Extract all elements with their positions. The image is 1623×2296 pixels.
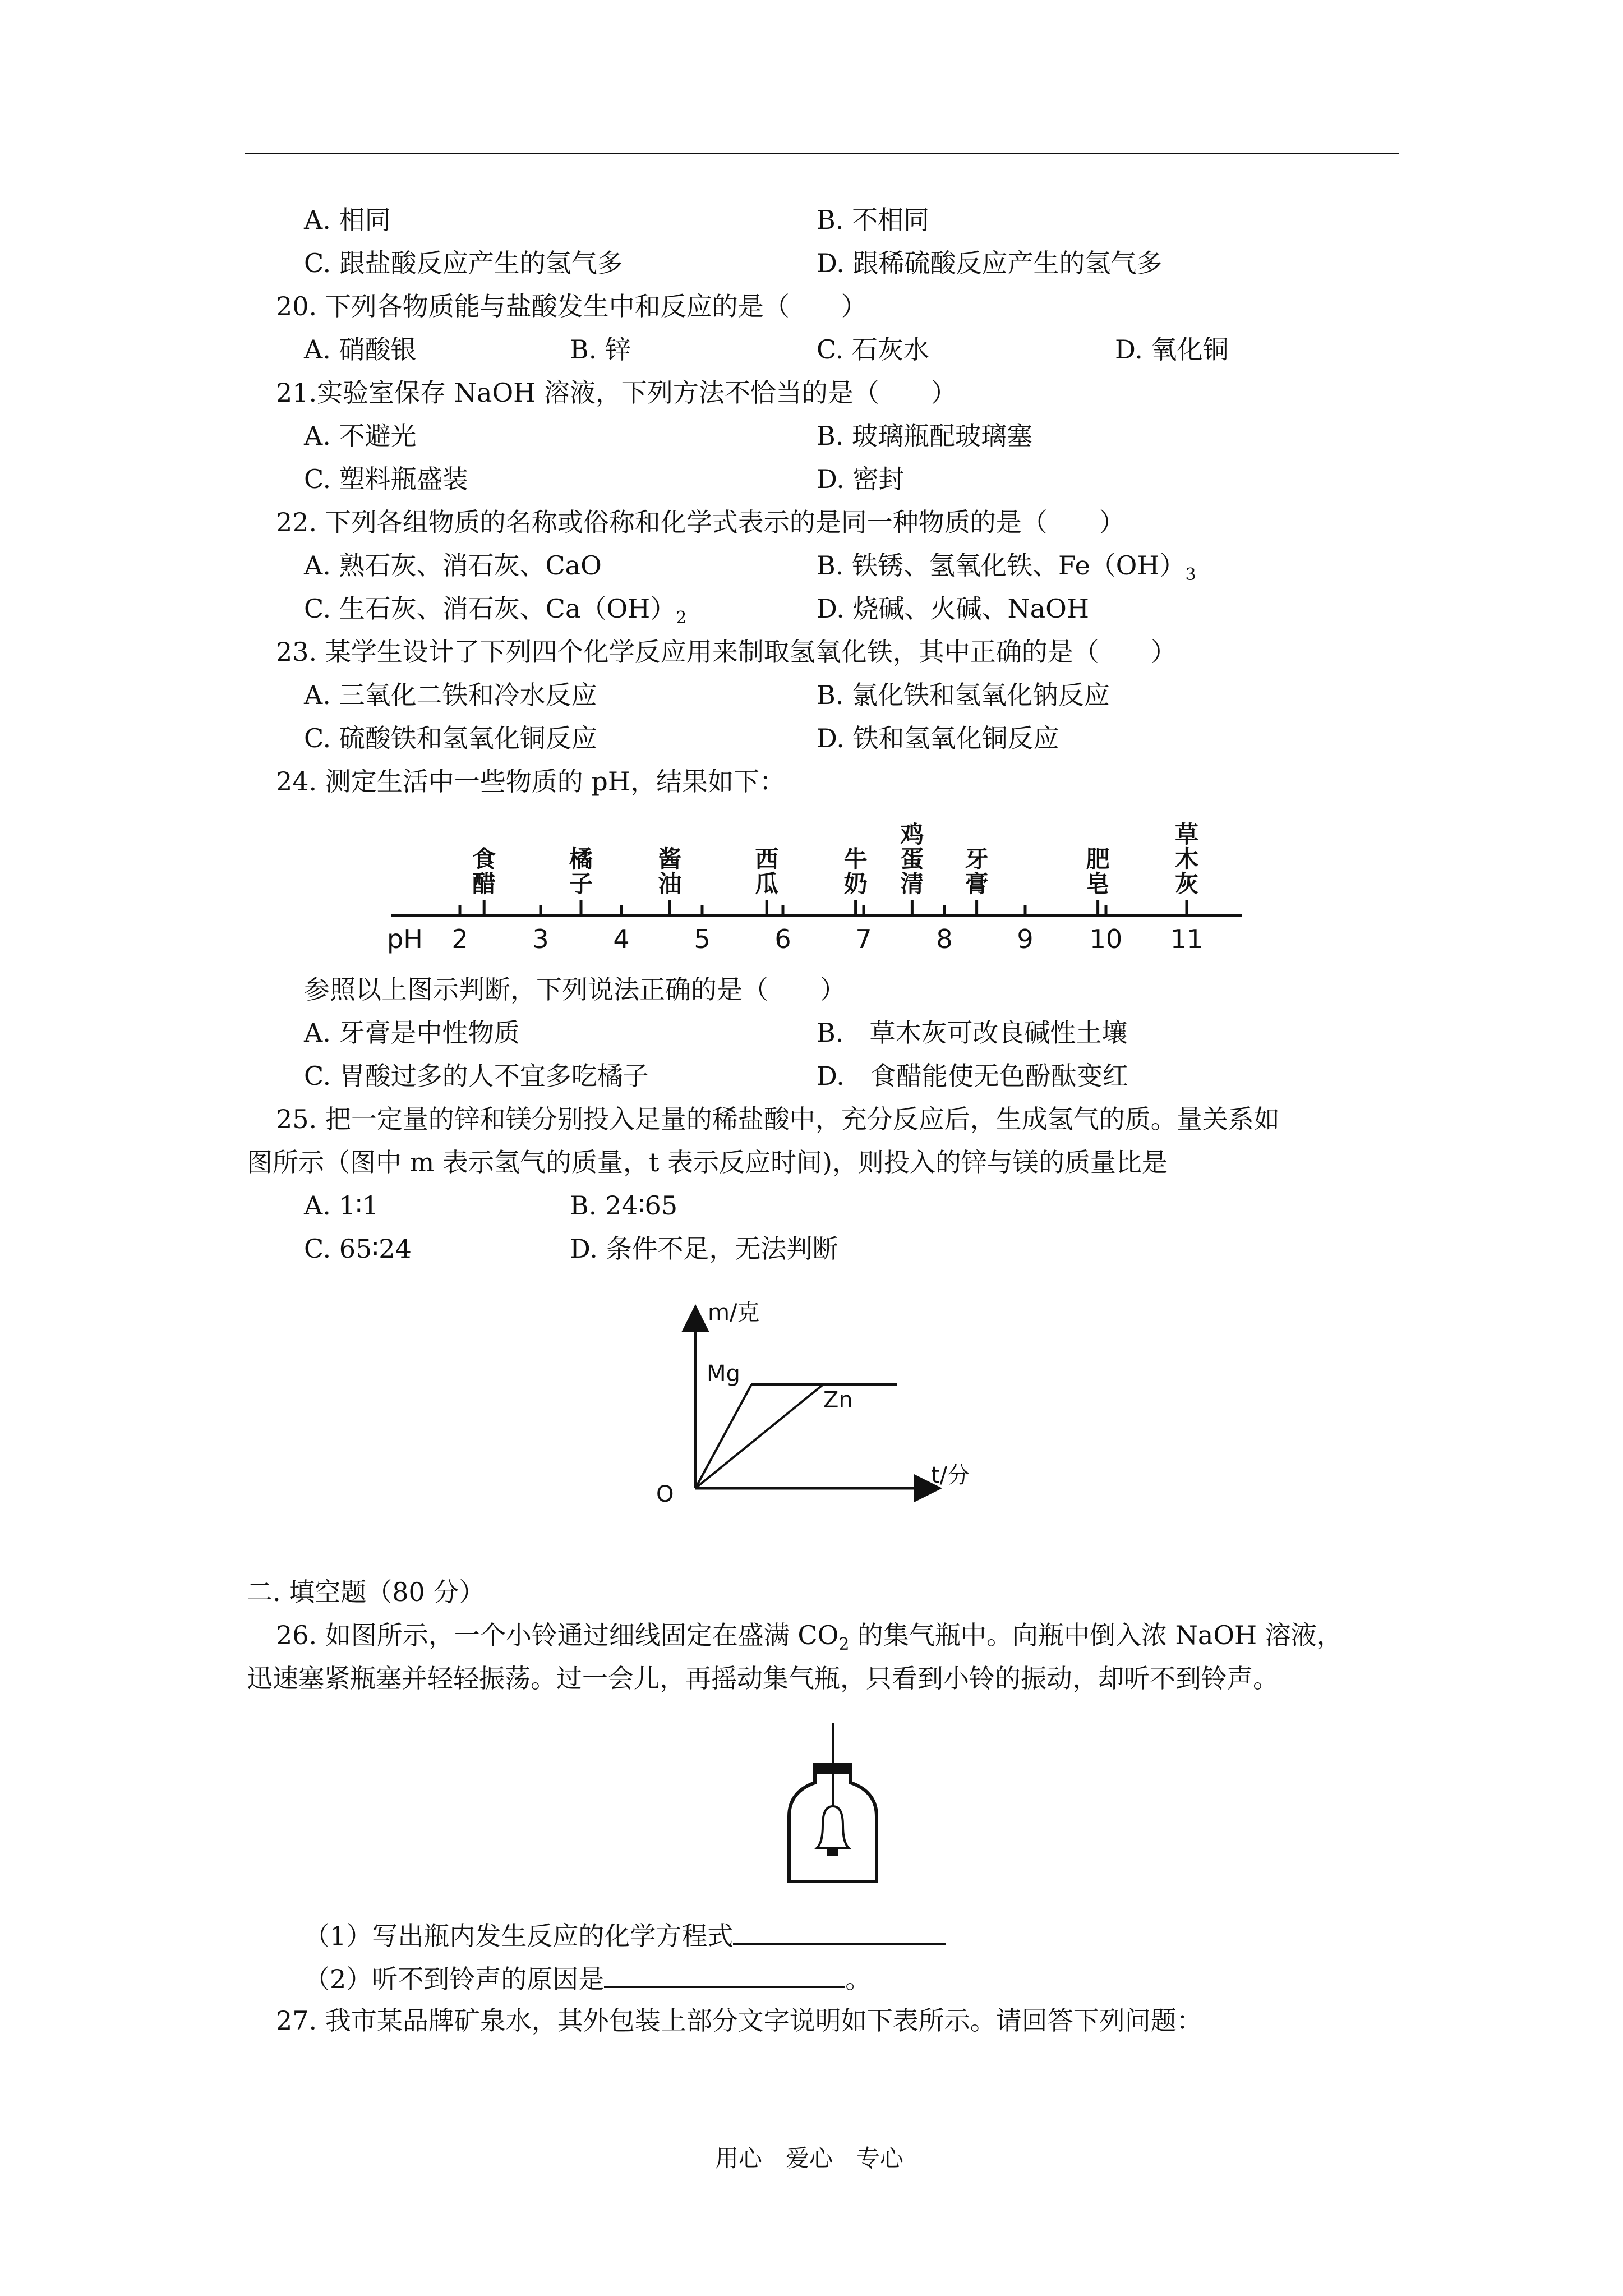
q27-stem: 27. 我市某品牌矿泉水，其外包装上部分文字说明如下表所示。请回答下列问题：: [276, 2005, 1202, 2036]
q22-option-c[interactable]: C. 生石灰、消石灰、$Ca(OH)_2$: [304, 593, 687, 628]
ph-item-label: 醋: [472, 870, 496, 898]
q22-option-b[interactable]: B. 铁锈、氢氧化铁、$Fe(OH)_3$: [817, 550, 1196, 585]
q25-option-d[interactable]: D. 条件不足，无法判断: [570, 1234, 838, 1264]
ph-item-label: 瓜: [755, 870, 779, 898]
header-rule: [245, 153, 1399, 154]
ph-item-label: 清: [900, 870, 924, 898]
ph-tick-label: 11: [1170, 924, 1204, 954]
mass-time-graph: [645, 1293, 993, 1512]
ph-item-label: 食: [472, 845, 496, 873]
ph-item-label: 子: [569, 870, 593, 898]
ph-item-label: 牛: [843, 845, 868, 873]
q20-option-b[interactable]: B. 锌: [570, 334, 631, 365]
q26-question-2: （2）听不到铃声的原因是 。: [304, 1962, 871, 1995]
ph-item-label: 酱: [658, 845, 682, 873]
q26-question-1: （1）写出瓶内发生反应的化学方程式: [304, 1918, 946, 1952]
q20-option-a[interactable]: A. 硝酸银: [304, 334, 417, 365]
q26-stem-line1: 26. 如图所示，一个小铃通过细线固定在盛满 $CO_2$ 的集气瓶中。向瓶中倒入浓 NaOH 溶液，: [276, 1620, 1343, 1654]
q21-stem: 21.实验室保存 NaOH 溶液，下列方法不恰当的是（ ）: [276, 378, 957, 408]
ph-scale-diagram: [381, 808, 1245, 959]
ph-item-label: 肥: [1086, 845, 1110, 873]
bell-clapper: [827, 1848, 838, 1856]
q24-option-c[interactable]: C. 胃酸过多的人不宜多吃橘子: [304, 1061, 649, 1091]
q21-option-d[interactable]: D. 密封: [817, 464, 905, 494]
q19-option-c[interactable]: C. 跟盐酸反应产生的氢气多: [304, 248, 623, 278]
q26-stem-line2: 迅速塞紧瓶塞并轻轻振荡。过一会儿，再摇动集气瓶，只看到小铃的振动，却听不到铃声。: [247, 1663, 1279, 1694]
ph-tick-label: 9: [1017, 924, 1034, 954]
q25-stem-line1: 25. 把一定量的锌和镁分别投入足量的稀盐酸中，充分反应后，生成氢气的质。量关系如: [276, 1104, 1280, 1134]
q23-stem: 23. 某学生设计了下列四个化学反应用来制取氢氧化铁，其中正确的是（ ）: [276, 637, 1177, 667]
ph-tick-label: 6: [774, 924, 791, 954]
q22-stem: 22. 下列各组物质的名称或俗称和化学式表示的是同一种物质的是（ ）: [276, 507, 1125, 537]
q19-option-b[interactable]: B. 不相同: [817, 205, 930, 235]
ph-item-label: 鸡: [900, 821, 924, 848]
q20-stem: 20. 下列各物质能与盐酸发生中和反应的是（ ）: [276, 291, 867, 321]
mg-line: [695, 1384, 751, 1488]
q24-option-a[interactable]: A. 牙膏是中性物质: [304, 1018, 520, 1048]
ph-tick-label: 7: [855, 924, 872, 954]
q22-option-a[interactable]: A. 熟石灰、消石灰、CaO: [304, 550, 602, 581]
x-axis-label: t/分: [931, 1462, 970, 1488]
q25-stem-line2: 图所示（图中 m 表示氢气的质量，t 表示反应时间)，则投入的锌与镁的质量比是: [247, 1147, 1168, 1177]
q21-option-c[interactable]: C. 塑料瓶盛装: [304, 464, 468, 494]
q20-option-c[interactable]: C. 石灰水: [817, 334, 929, 365]
bell-icon: [817, 1806, 849, 1848]
mg-label: Mg: [707, 1361, 740, 1387]
q23-option-c[interactable]: C. 硫酸铁和氢氧化铜反应: [304, 723, 597, 753]
ph-item-label: 蛋: [900, 845, 924, 873]
q23-option-a[interactable]: A. 三氧化二铁和冷水反应: [304, 680, 597, 710]
page-footer: 用心 爱心 专心: [715, 2145, 904, 2172]
zn-label: Zn: [823, 1387, 853, 1413]
q19-option-a[interactable]: A. 相同: [304, 205, 391, 235]
ph-item-label: 皂: [1086, 870, 1110, 898]
q24-stem: 24. 测定生活中一些物质的 pH，结果如下：: [276, 766, 785, 797]
answer-blank-2[interactable]: [604, 1962, 845, 1988]
ph-tick-label: 2: [451, 924, 468, 954]
q23-option-d[interactable]: D. 铁和氢氧化铜反应: [817, 723, 1059, 753]
y-axis-label: m/克: [708, 1300, 760, 1326]
zn-line: [695, 1384, 823, 1488]
q21-option-b[interactable]: B. 玻璃瓶配玻璃塞: [817, 421, 1033, 451]
ph-item-label: 油: [658, 870, 682, 898]
q25-option-c[interactable]: C. 65∶24: [304, 1234, 412, 1264]
bell-jar-diagram: [782, 1722, 883, 1890]
ph-tick-label: 4: [613, 924, 630, 954]
ph-tick-label: 3: [532, 924, 549, 954]
section-title: 二. 填空题（80 分）: [247, 1577, 485, 1607]
ph-item-label: 草: [1174, 821, 1199, 848]
q25-option-b[interactable]: B. 24∶65: [570, 1190, 678, 1221]
bottle-stopper: [813, 1763, 852, 1774]
ph-item-label: 橘: [569, 845, 593, 873]
q19-option-d[interactable]: D. 跟稀硫酸反应产生的氢气多: [817, 248, 1163, 278]
ph-axis-label: pH: [387, 924, 423, 954]
q20-option-d[interactable]: D. 氧化铜: [1115, 334, 1229, 365]
answer-blank-1[interactable]: [733, 1918, 946, 1945]
ph-tick-label: 10: [1089, 924, 1123, 954]
ph-item-label: 奶: [843, 870, 868, 898]
q24-follow-up: 参照以上图示判断，下列说法正确的是（ ）: [304, 974, 846, 1005]
ph-item-label: 木: [1174, 845, 1199, 873]
origin-label: O: [656, 1481, 674, 1507]
ph-item-label: 膏: [965, 870, 989, 898]
q24-option-b[interactable]: B. 草木灰可改良碱性土壤: [817, 1018, 1128, 1048]
ph-tick-label: 5: [694, 924, 711, 954]
q23-option-b[interactable]: B. 氯化铁和氢氧化钠反应: [817, 680, 1110, 710]
ph-tick-label: 8: [936, 924, 953, 954]
q24-option-d[interactable]: D. 食醋能使无色酚酞变红: [817, 1061, 1128, 1091]
ph-item-label: 灰: [1174, 870, 1199, 898]
ph-item-label: 西: [755, 845, 779, 873]
ph-item-label: 牙: [965, 845, 989, 873]
q25-option-a[interactable]: A. 1∶1: [304, 1190, 379, 1221]
q22-option-d[interactable]: D. 烧碱、火碱、NaOH: [817, 593, 1089, 624]
q21-option-a[interactable]: A. 不避光: [304, 421, 417, 451]
